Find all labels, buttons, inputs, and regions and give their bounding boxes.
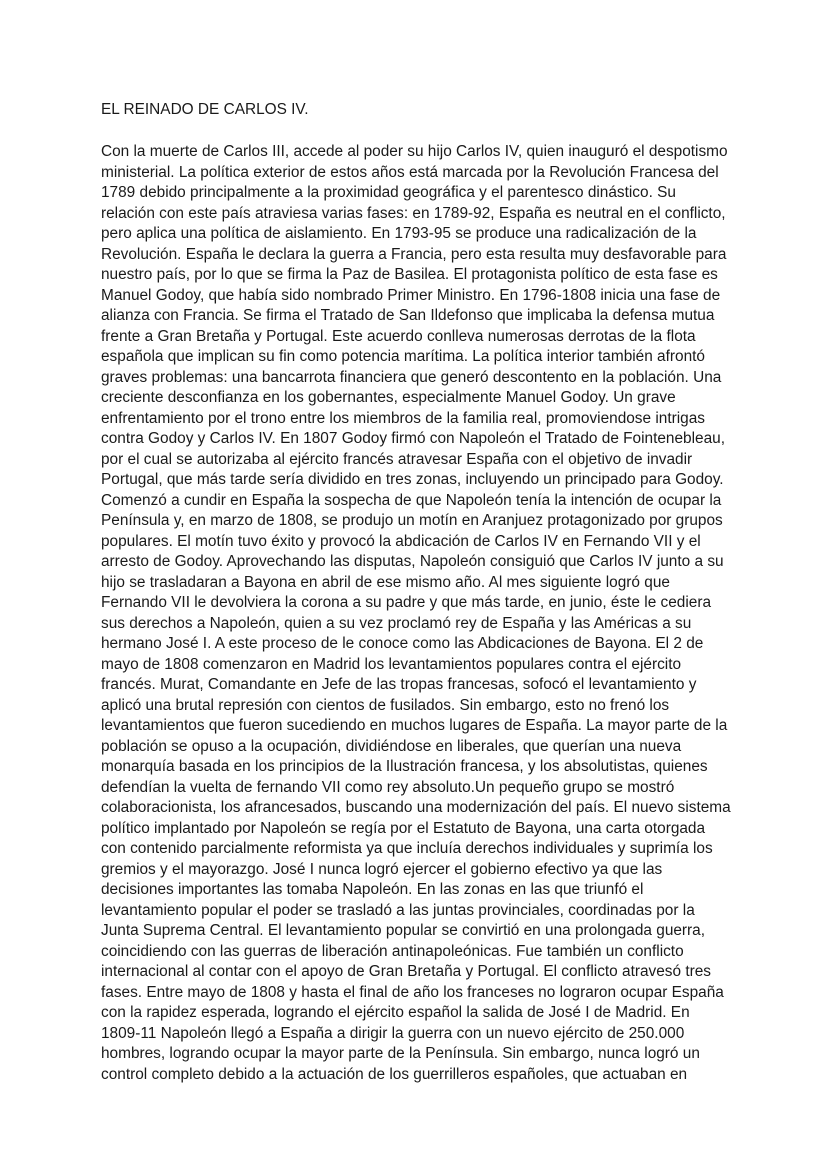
document-body	[101, 142, 731, 1085]
body-text-line: alianza con Francia. Se firma el Tratado de San Ildefonso que implicaba la defensa mutua	[101, 307, 715, 324]
body-text-line: contra Godoy y Carlos IV. En 1807 Godoy firmó con Napoleón el Tratado de Fointenebleau,	[101, 430, 725, 447]
body-text-line: por el cual se autorizaba al ejército francés atravesar España con el objetivo de invadir	[101, 450, 693, 468]
body-text-line: defendían la vuelta de fernando VII como rey absoluto.Un pequeño grupo se mostró	[101, 778, 675, 796]
body-text-line: con la rapidez esperada, logrando el ejército español la salida de José I de Madrid. En	[101, 1004, 690, 1021]
body-text-line: arresto de Godoy. Aprovechando las disputas, Napoleón consiguió que Carlos IV junto a su	[101, 553, 724, 570]
body-text-line: levantamiento popular el poder se trasladó a las juntas provinciales, coordinadas por la	[101, 901, 695, 919]
body-text-line: hermano José I. A este proceso de le conoce como las Abdicaciones de Bayona. El 2 de	[101, 635, 704, 652]
body-text-line: Manuel Godoy, que había sido nombrado Primer Ministro. En 1796-1808 inicia una fase de	[101, 286, 721, 304]
body-text-line: creciente desconfianza en los gobernantes, especialmente Manuel Godoy. Un grave	[101, 389, 676, 406]
body-text-line: Comenzó a cundir en España la sospecha de que Napoleón tenía la intención de ocupar la	[101, 491, 722, 509]
body-text-line: pero aplica una política de aislamiento. En 1793-95 se produce una radicalización de la	[101, 225, 697, 242]
document-title: EL REINADO DE CARLOS IV.	[101, 101, 309, 118]
body-text-line: político implantado por Napoleón se regía por el Estatuto de Bayona, una carta otorgada	[101, 819, 706, 837]
body-text-line: 1809-11 Napoleón llegó a España a dirigir la guerra con un nuevo ejército de 250.000	[101, 1024, 685, 1042]
body-text-line: 1789 debido principalmente a la proximidad geográfica y el parentesco dinástico. Su	[101, 184, 676, 201]
body-text-line: fases. Entre mayo de 1808 y hasta el final de año los franceses no lograron ocupar España	[101, 983, 724, 1001]
body-text-line: populares. El motín tuvo éxito y provocó la abdicación de Carlos IV en Fernando VII y el	[101, 532, 701, 550]
body-text-line: gremios y el mayorazgo. José I nunca logró ejercer el gobierno efectivo ya que las	[101, 860, 663, 878]
body-text-line: colaboracionista, los afrancesados, buscando una modernización del país. El nuevo sistema	[101, 799, 731, 816]
body-text-line: Fernando VII le devolviera la corona a su padre y que más tarde, en junio, éste le cediera	[101, 594, 712, 611]
body-text-line: control completo debido a la actuación de los guerrilleros españoles, que actuaban en	[101, 1065, 688, 1083]
body-text-line: Portugal, que más tarde sería dividido en tres zonas, incluyendo un principado para Godoy.	[101, 471, 724, 488]
body-text-line: relación con este país atraviesa varias fases: en 1789-92, España es neutral en el conflicto,	[101, 204, 726, 222]
body-text-line: graves problemas: una bancarrota financiera que generó descontento en la población. Una	[101, 368, 722, 386]
body-text-line: población se opuso a la ocupación, dividiéndose en liberales, que querían una nueva	[101, 737, 682, 755]
body-text-line: española que implican su fin como potencia marítima. La política interior también afrontó	[101, 348, 705, 365]
body-text-line: Revolución. España le declara la guerra a Francia, pero esta resulta muy desfavorable para	[101, 245, 727, 263]
body-text-line: hombres, logrando ocupar la mayor parte de la Península. Sin embargo, nunca logró un	[101, 1045, 700, 1062]
body-text-line: aplicó una brutal represión con cientos de fusilados. Sin embargo, esto no frenó los	[101, 696, 670, 714]
body-text-line: Con la muerte de Carlos III, accede al poder su hijo Carlos IV, quien inauguró el despotismo	[101, 143, 728, 160]
document-page	[101, 100, 731, 1085]
body-text-line: nuestro país, por lo que se firma la Paz de Basilea. El protagonista político de esta fase es	[101, 266, 718, 283]
body-text-line: Península y, en marzo de 1808, se produjo un motín en Aranjuez protagonizado por grupos	[101, 512, 723, 529]
body-text-line: ministerial. La política exterior de estos años está marcada por la Revolución Francesa del	[101, 163, 719, 181]
body-text-line: levantamientos que fueron sucediendo en muchos lugares de España. La mayor parte de la	[101, 717, 728, 734]
body-text-line: sus derechos a Napoleón, quien a su vez proclamó rey de España y las Américas a su	[101, 614, 692, 632]
body-text-line: coincidiendo con las guerras de liberación antinapoleónicas. Fue también un conflicto	[101, 942, 684, 960]
body-text-line: Junta Suprema Central. El levantamiento popular se convirtió en una prolongada guerra,	[101, 922, 706, 939]
body-text-line: hijo se trasladaran a Bayona en abril de ese mismo año. Al mes siguiente logró que	[101, 573, 670, 591]
body-text-line: mayo de 1808 comenzaron en Madrid los levantamientos populares contra el ejército	[101, 655, 682, 673]
body-text-line: con contenido parcialmente reformista ya que incluía derechos individuales y suprimía los	[101, 840, 713, 857]
body-text-line: monarquía basada en los principios de la Ilustración francesa, y los absolutistas, quienes	[101, 758, 708, 775]
body-text-line: frente a Gran Bretaña y Portugal. Este acuerdo conlleva numerosas derrotas de la flota	[101, 327, 696, 345]
body-text-line: enfrentamiento por el trono entre los miembros de la familia real, promoviendose intrigas	[101, 409, 705, 427]
body-text-line: francés. Murat, Comandante en Jefe de las tropas francesas, sofocó el levantamiento y	[101, 676, 697, 693]
body-text-line: decisiones importantes las tomaba Napoleón. En las zonas en las que triunfó el	[101, 881, 644, 898]
body-text-line: internacional al contar con el apoyo de Gran Bretaña y Portugal. El conflicto atravesó tres	[101, 963, 711, 980]
